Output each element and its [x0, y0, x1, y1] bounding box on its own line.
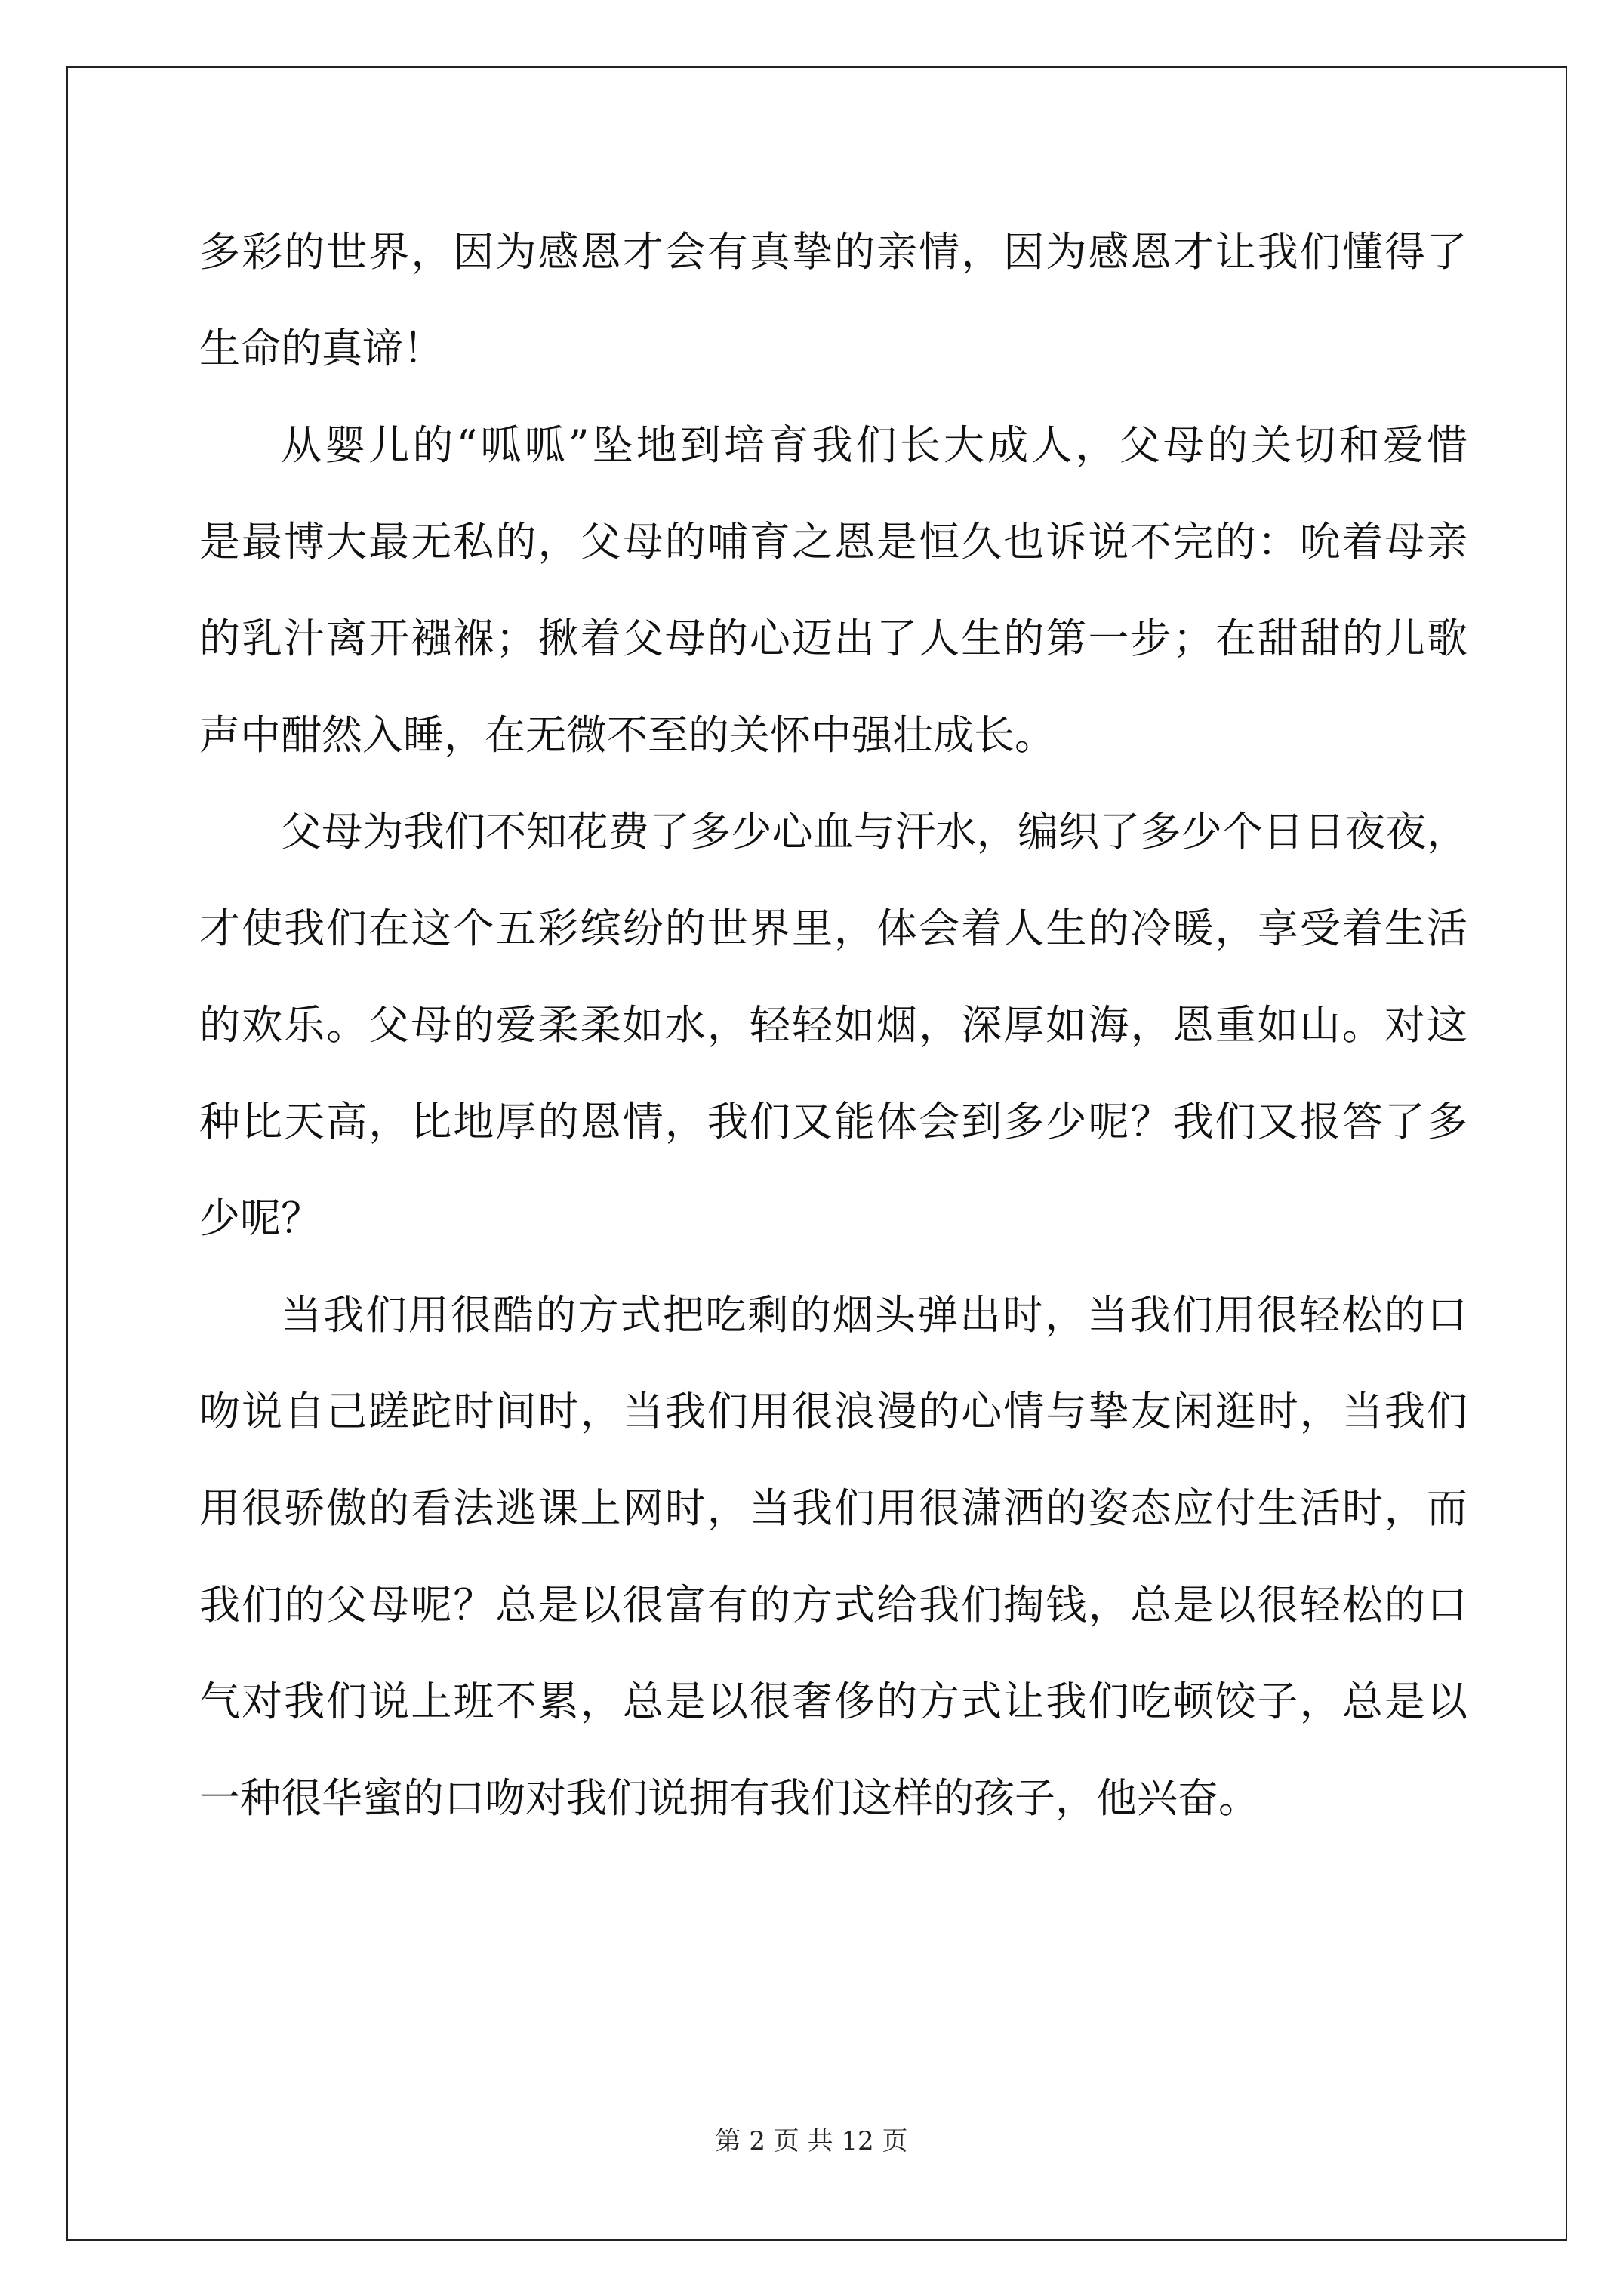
- text-line: 多彩的世界，因为感恩才会有真挚的亲情，因为感恩才让我们懂得了: [199, 228, 1467, 276]
- text-line: 生命的真谛！: [199, 325, 444, 372]
- text-line: 一种很华蜜的口吻对我们说拥有我们这样的孩子，他兴奋。: [199, 1774, 1259, 1822]
- page-number: 第 2 页 共 12 页: [715, 2126, 908, 2156]
- text-line: 吻说自己蹉跎时间时，当我们用很浪漫的心情与挚友闲逛时，当我们: [199, 1388, 1467, 1435]
- paragraph-first-line: 当我们用很酷的方式把吃剩的烟头弹出时，当我们用很轻松的口: [281, 1291, 1467, 1339]
- text-line: 用很骄傲的看法逃课上网时，当我们用很潇洒的姿态应付生活时，而: [199, 1484, 1467, 1532]
- text-line: 少呢？: [199, 1194, 322, 1242]
- text-line: 我们的父母呢？总是以很富有的方式给我们掏钱，总是以很轻松的口: [199, 1581, 1467, 1629]
- document-body: [199, 204, 1467, 1847]
- text-line: 才使我们在这个五彩缤纷的世界里，体会着人生的冷暖，享受着生活: [199, 905, 1467, 952]
- text-line: 的乳汁离开襁褓；揪着父母的心迈出了人生的第一步；在甜甜的儿歌: [199, 615, 1467, 662]
- text-line: 是最博大最无私的，父母的哺育之恩是恒久也诉说不完的：吮着母亲: [199, 518, 1467, 566]
- paragraph-first-line: 从婴儿的“呱呱”坠地到培育我们长大成人，父母的关切和爱惜: [281, 421, 1467, 469]
- text-line: 的欢乐。父母的爱柔柔如水，轻轻如烟，深厚如海，恩重如山。对这: [199, 1001, 1467, 1049]
- paragraph-first-line: 父母为我们不知花费了多少心血与汗水，编织了多少个日日夜夜，: [281, 808, 1467, 855]
- text-line: 种比天高，比地厚的恩情，我们又能体会到多少呢？我们又报答了多: [199, 1098, 1467, 1145]
- text-line: 声中酣然入睡，在无微不至的关怀中强壮成长。: [199, 711, 1055, 759]
- text-line: 气对我们说上班不累，总是以很奢侈的方式让我们吃顿饺子，总是以: [199, 1678, 1467, 1725]
